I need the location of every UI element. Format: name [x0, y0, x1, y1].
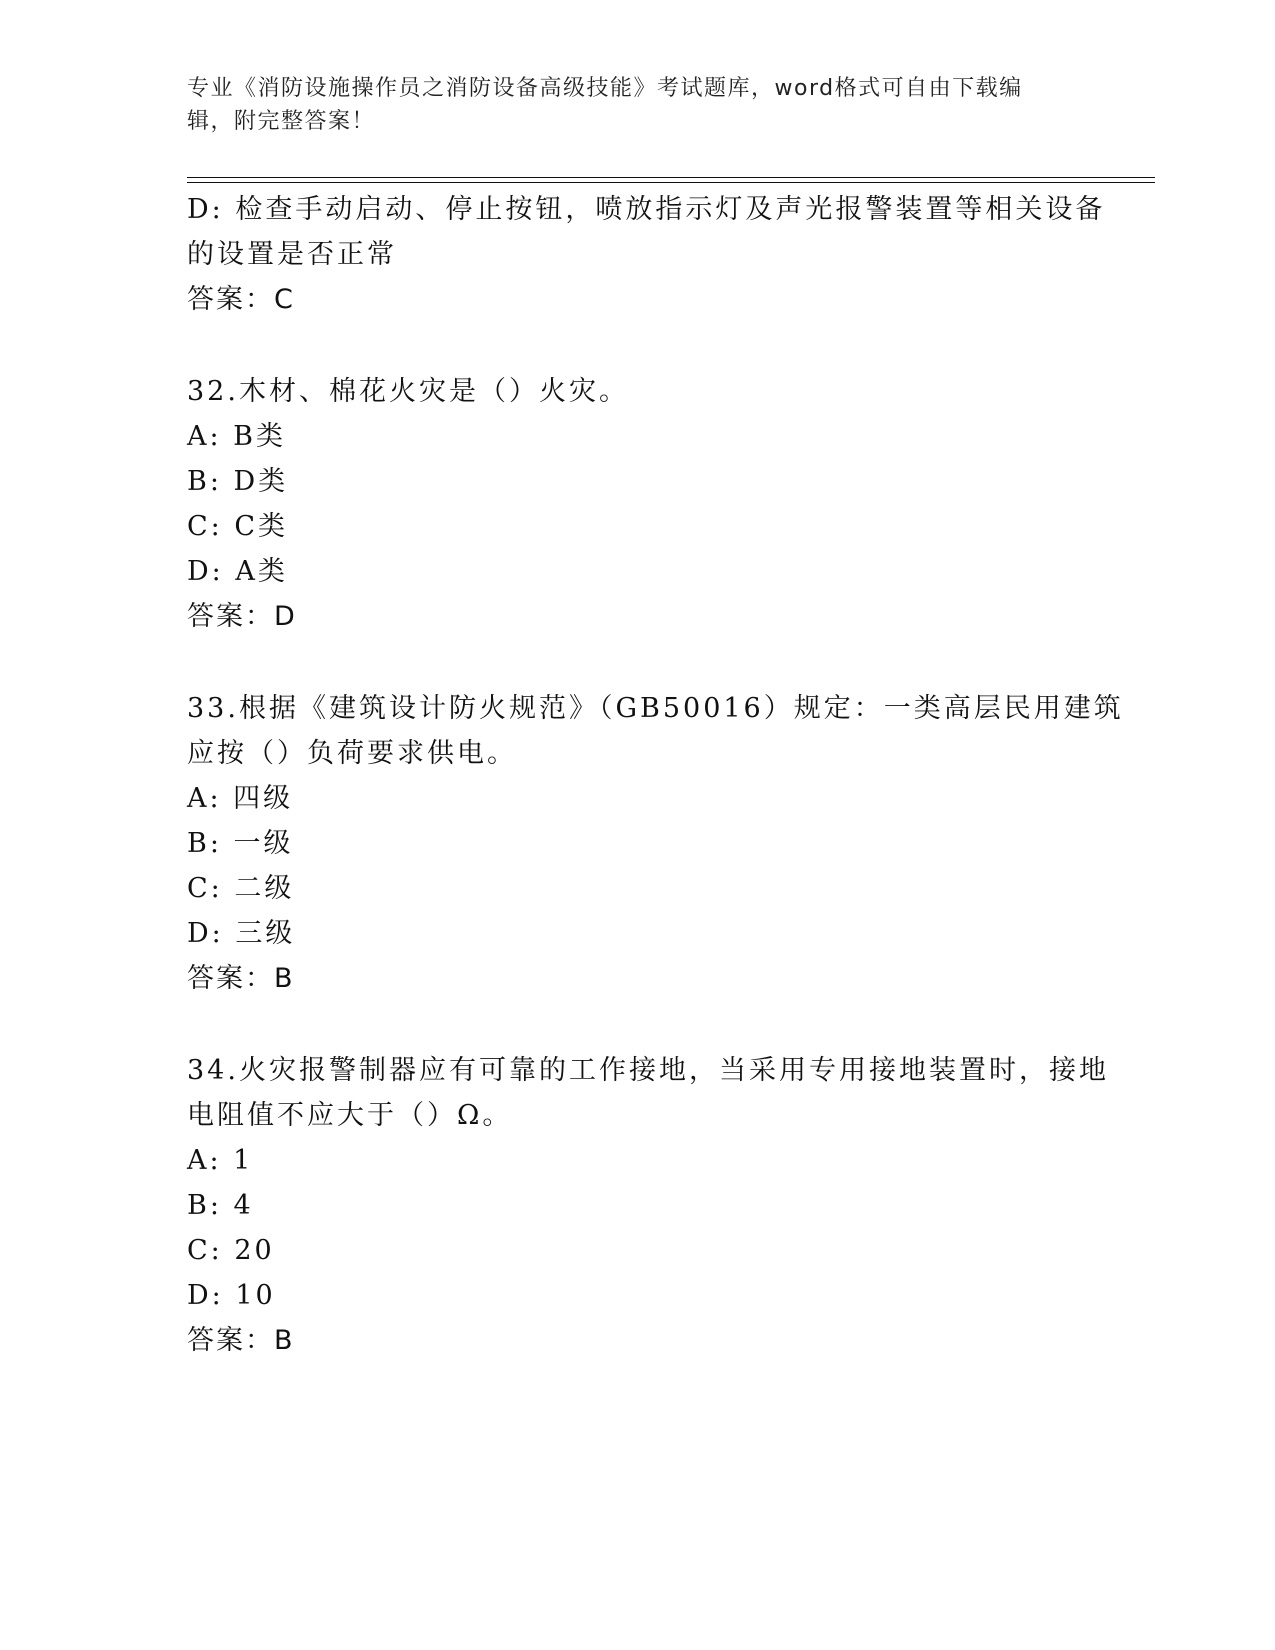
- header-rule-bottom: [187, 182, 1155, 183]
- question-stem: 34.火灾报警制器应有可靠的工作接地，当采用专用接地装置时，接地: [187, 1055, 1109, 1086]
- option-a: A: 四级: [187, 783, 294, 814]
- question-block: [187, 187, 1106, 322]
- option-c: C: 20: [187, 1235, 275, 1266]
- question-list: [187, 187, 1124, 1363]
- block-spacer: [187, 322, 1087, 369]
- block-spacer: [187, 1001, 1087, 1048]
- question-stem: 32.木材、棉花火灾是（）火灾。: [187, 376, 629, 407]
- option-text-continued: 的设置是否正常: [187, 239, 397, 270]
- question-stem-continued: 应按（）负荷要求供电。: [187, 738, 517, 769]
- document-header: 专业《消防设施操作员之消防设备高级技能》考试题库，word格式可自由下载编辑，附完整答案！: [187, 76, 1023, 134]
- option-a: A: B类: [187, 421, 287, 452]
- option-c: C: C类: [187, 511, 288, 542]
- option-c: C: 二级: [187, 873, 295, 904]
- answer-line: 答案：B: [187, 963, 295, 994]
- answer-line: 答案：C: [187, 284, 295, 315]
- option-b: B: D类: [187, 466, 289, 497]
- option-b: B: 一级: [187, 828, 294, 859]
- answer-line: 答案：D: [187, 601, 297, 632]
- option-a: A: 1: [187, 1145, 254, 1176]
- header-rule-top: [187, 177, 1155, 178]
- question-block: [187, 686, 1124, 1001]
- question-block: [187, 369, 1087, 639]
- question-block: [187, 1048, 1109, 1363]
- option-b: B: 4: [187, 1190, 254, 1221]
- option-text: D: 检查手动启动、停止按钮，喷放指示灯及声光报警装置等相关设备: [187, 194, 1106, 225]
- block-spacer: [187, 639, 1087, 686]
- answer-line: 答案：B: [187, 1325, 295, 1356]
- option-d: D: A类: [187, 556, 288, 587]
- option-d: D: 三级: [187, 918, 296, 949]
- question-stem-continued: 电阻值不应大于（）Ω。: [187, 1100, 513, 1131]
- question-stem: 33.根据《建筑设计防火规范》（GB50016）规定：一类高层民用建筑: [187, 693, 1124, 724]
- option-d: D: 10: [187, 1280, 276, 1311]
